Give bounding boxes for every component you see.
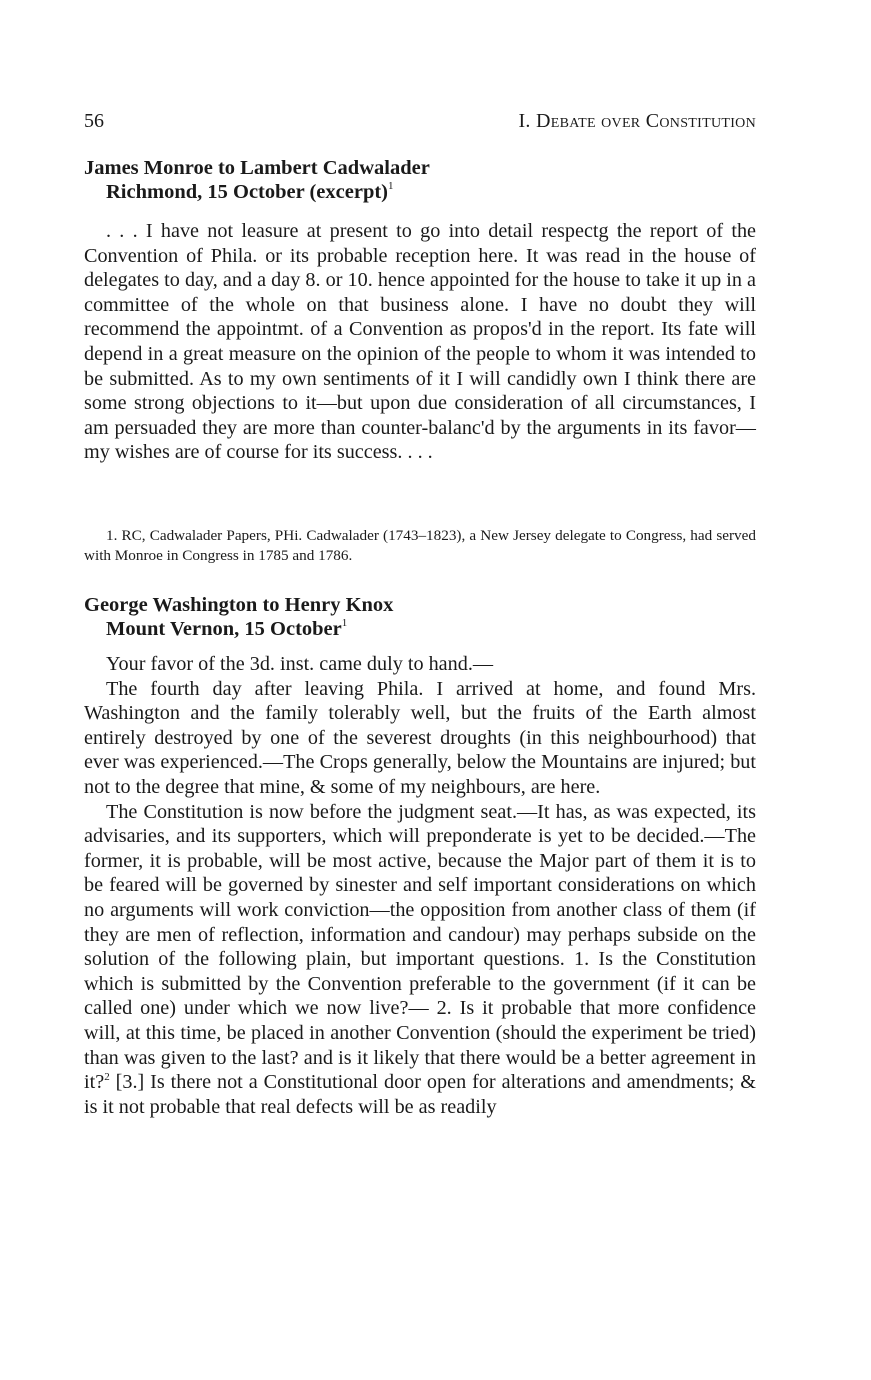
letter2-note-ref-2: 2 xyxy=(104,1071,110,1084)
letter2-body xyxy=(84,652,756,1119)
letter1-heading-line1: James Monroe to Lambert Cadwalader xyxy=(84,157,430,179)
letter2-paragraph-1: Your favor of the 3d. inst. came duly to hand.— xyxy=(106,653,494,675)
letter1-heading xyxy=(84,156,430,204)
letter1-paragraph: . . . I have not leasure at present to go into detail respectg the report of the Convention of Phila. or its probable reception here. It was read in the house of delegates to day, and a day 8. or 10. hence appointed for the house to take it up in a committee of the whole on that business alone. I have no doubt they will recommend the appointmt. of a Convention as propos'd in the report. Its fate will depend in a great measure on the opinion of the people to whom it was intended to be submitted. As to my own sentiments of it I will candidly own I think there are some strong objections to it—but upon due consideration of all circumstances, I am persuaded they are more than counter-balanc'd by the arguments in its favor—my wishes are of course for its success. . . . xyxy=(84,220,756,464)
letter2-heading xyxy=(84,593,393,641)
letter2-paragraph-3-part2: [3.] Is there not a Constitutional door open for alterations and amendments; & is it not probable that real defects will be as readily xyxy=(84,1071,756,1118)
running-title: I. Debate over Constitution xyxy=(518,110,756,132)
letter2-heading-place-date: Mount Vernon, 15 October xyxy=(106,618,342,640)
letter2-paragraph-2: The fourth day after leaving Phila. I arrived at home, and found Mrs. Washington and the family tolerably well, but the fruits of the Earth almost entirely destroyed by one of the severest droughts (in this neighbourhood) that ever was experienced.—The Crops generally, below the Mountains are injured; but not to the degree that mine, & some of my neighbours, are here. xyxy=(84,677,756,798)
letter1-footnote: 1. RC, Cadwalader Papers, PHi. Cadwalader (1743–1823), a New Jersey delegate to Congress, had served with Monroe in Congress in 1785 and 1786. xyxy=(84,527,756,564)
letter2-heading-line2 xyxy=(84,617,393,641)
letter1-body xyxy=(84,219,756,465)
letter1-heading-line2 xyxy=(84,180,430,204)
letter2-heading-line1: George Washington to Henry Knox xyxy=(84,594,394,616)
letter1-footnotes xyxy=(84,526,756,565)
letter2-paragraph-3 xyxy=(84,800,756,1120)
page-number: 56 xyxy=(84,110,104,132)
letter1-heading-note-ref: 1 xyxy=(388,180,394,192)
letter2-paragraph-3-part1: The Constitution is now before the judgment seat.—It has, as was expected, its advisaries, and its supporters, which will preponderate is yet to be decided.—The former, it is probable, will be most active, because the Major part of them it is to be feared will be governed by sinester and self important considerations on which no arguments will work conviction—the opposition from another class of them (if they are men of reflection, information and candour) may perhaps subside on the solution of the following plain, but important questions. 1. Is the Constitution which is submitted by the Convention preferable to the government (if it can be called one) under which we now live?— 2. Is it probable that more confidence will, at this time, be placed in another Convention (should the experiment be tried) than was given to the last? and is it likely that there would be a better agreement in it? xyxy=(84,800,756,1094)
running-head xyxy=(84,110,756,136)
letter2-heading-note-ref: 1 xyxy=(341,617,348,629)
letter1-heading-place-date: Richmond, 15 October (excerpt) xyxy=(106,181,389,203)
